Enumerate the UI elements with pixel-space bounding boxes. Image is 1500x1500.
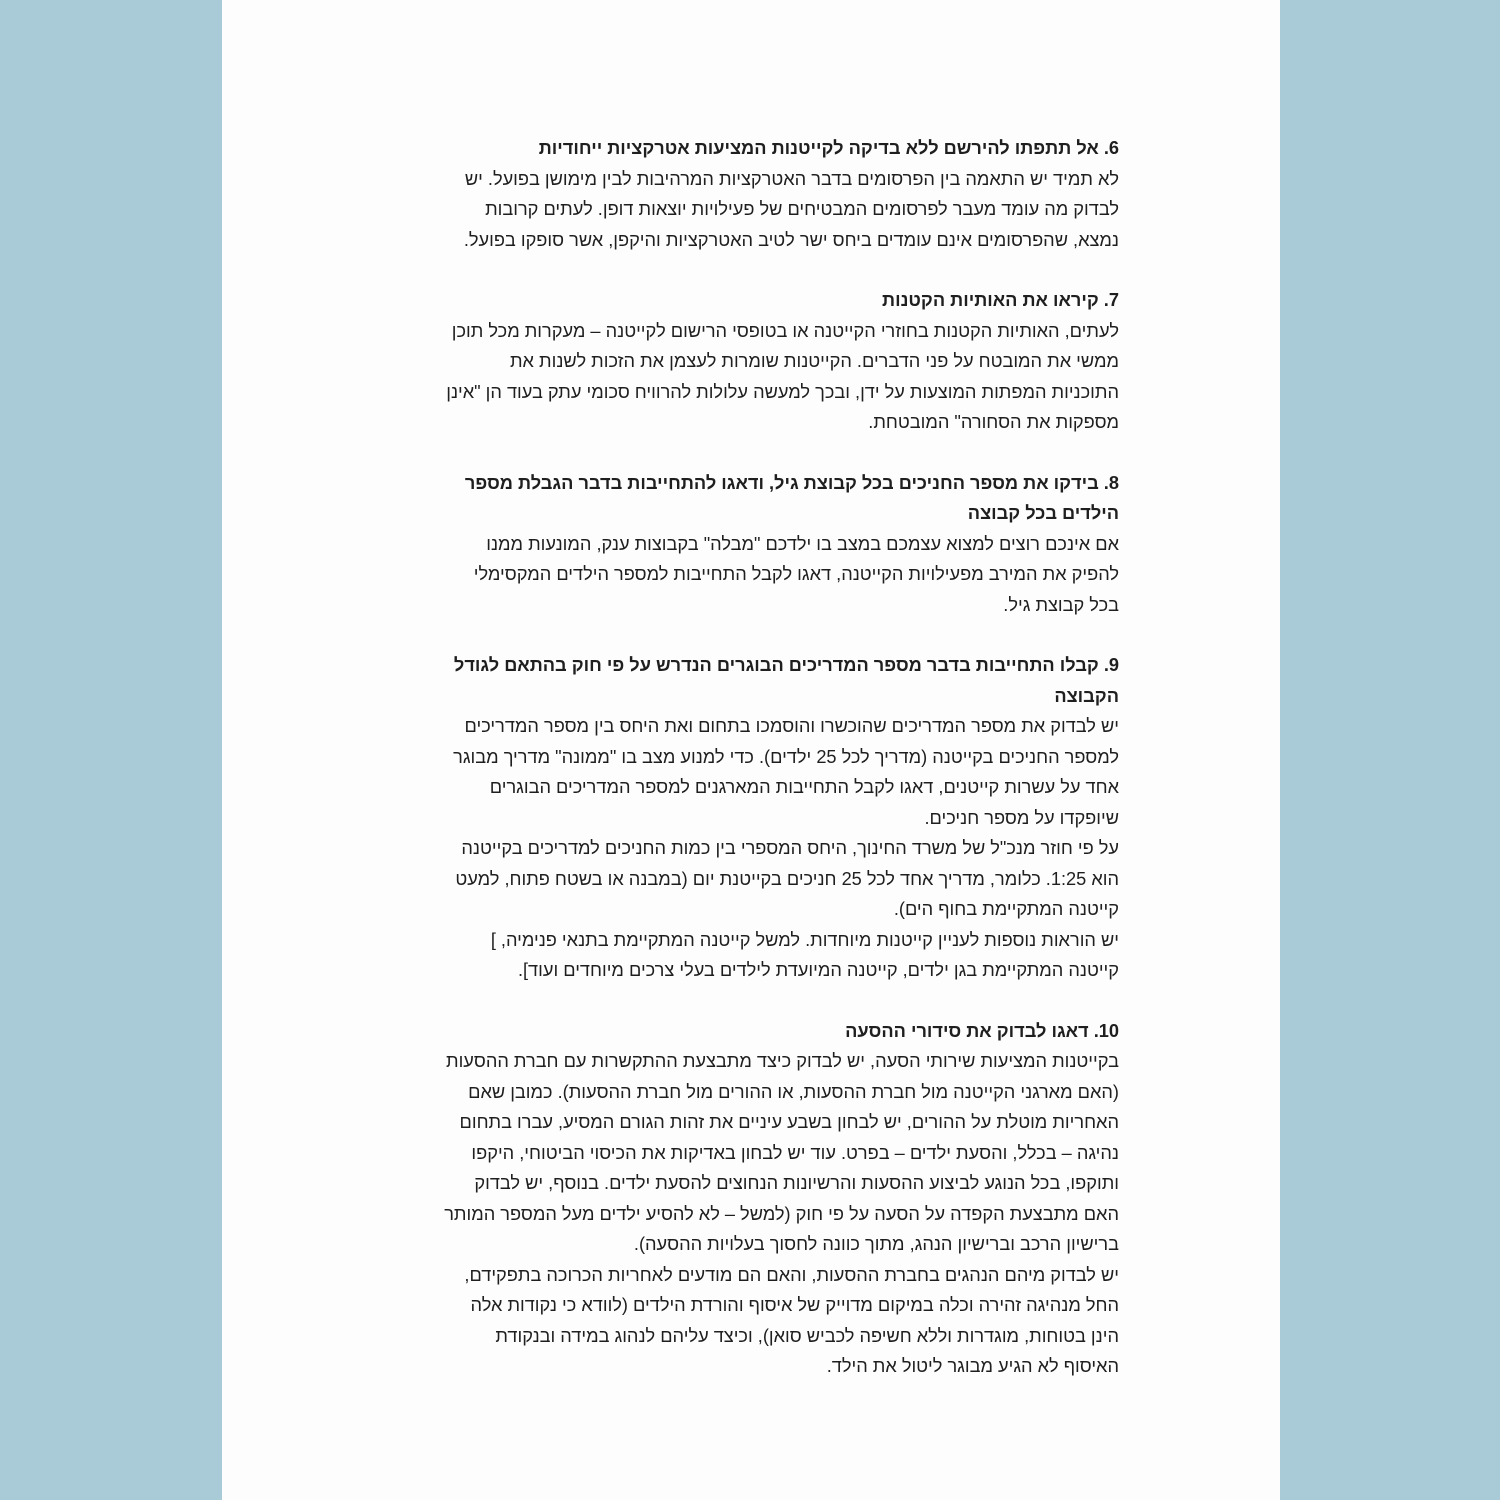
- section-heading: הילדים בכל קבוצה: [967, 503, 1119, 523]
- body-line: הינן בטוחות, מוגדרות וללא חשיפה לכביש סואן), וכיצד עליהם לנהוג במידה ובנקודת: [495, 1325, 1119, 1346]
- section-heading: הקבוצה: [1054, 685, 1119, 706]
- section: [222, 468, 1119, 621]
- body-line: לא תמיד יש התאמה בין הפרסומים בדבר האטרקציות המרהיבות לבין מימושן בפועל. יש: [464, 168, 1119, 189]
- body-line: (האם מארגני הקייטנה מול חברת ההסעות, או ההורים מול חברת ההסעות). כמובן שאם: [468, 1081, 1119, 1102]
- document-page: [222, 0, 1280, 1500]
- body-line: קייטנה המתקיימת בחוף הים).: [893, 899, 1119, 919]
- body-line: הוא 1:25. כלומר, מדריך אחד לכל 25 חניכים בקייטנת יום (במבנה או בשטח פתוח, למעט: [455, 868, 1119, 889]
- body-line: התוכניות המפתות המוצעות על ידן, ובכך למעשה עלולות להרוויח סכומי עתק בעוד הן "אינן: [446, 381, 1119, 402]
- section: [222, 650, 1119, 986]
- section-gap: [222, 620, 1119, 650]
- body-line: האיסוף לא הגיע מבוגר ליטול את הילד.: [826, 1356, 1119, 1376]
- section-gap: [222, 438, 1119, 468]
- body-line: יש לבדוק את מספר המדריכים שהוכשרו והוסמכו בתחום ואת היחס בין מספר המדריכים: [464, 716, 1119, 736]
- section-heading: 6. אל תתפתו להירשם ללא בדיקה לקייטנות המציעות אטרקציות ייחודיות: [538, 138, 1119, 158]
- section-gap: [222, 986, 1119, 1016]
- section-heading: 9. קבלו התחייבות בדבר מספר המדריכים הבוגרים הנדרש על פי חוק בהתאם לגודל: [453, 655, 1119, 675]
- body-line: ותוקפו, בכל הנוגע לביצוע ההסעות והרשיונות הנחוצים להסעת ילדים. בנוסף, יש לבדוק: [474, 1173, 1119, 1193]
- body-line: למספר החניכים בקייטנה (מדריך לכל 25 ילדים). כדי למנוע מצב בו "ממונה" מדריך מבוגר: [453, 746, 1119, 767]
- body-line: לעתים, האותיות הקטנות בחוזרי הקייטנה או בטופסי הרישום לקייטנה – מעקרות מכל תוכן: [451, 320, 1119, 341]
- document-content: [222, 133, 1119, 1382]
- body-line: שיופקדו על מספר חניכים.: [924, 807, 1119, 828]
- body-line: לבדוק מה עומד מעבר לפרסומים המבטיחים של פעילויות יוצאות דופן. לעתים קרובות: [485, 199, 1119, 219]
- body-line: בקייטנות המציעות שירותי הסעה, יש לבדוק כיצד מתבצעת ההתקשרות עם חברת ההסעות: [446, 1051, 1119, 1071]
- section-heading: 7. קיראו את האותיות הקטנות: [882, 290, 1119, 310]
- body-line: יש לבדוק מיהם הנהגים בחברת ההסעות, והאם הם מודעים לאחריות הכרוכה בתפקידם,: [464, 1264, 1119, 1285]
- body-line: אחד על עשרות קייטנים, דאגו לקבל התחייבות המארגנים למספר המדריכים הבוגרים: [489, 777, 1119, 797]
- body-line: מספקות את הסחורה" המובטחת.: [868, 412, 1119, 432]
- body-line: להפיק את המירב מפעילויות הקייטנה, דאגו לקבל התחייבות למספר הילדים המקסימלי: [473, 564, 1119, 584]
- body-line: האם מתבצעת הקפדה על הסעה על פי חוק (למשל – לא להסיע ילדים מעל המספר המותר: [444, 1203, 1119, 1224]
- body-line: נהיגה – בכלל, והסעת ילדים – בפרט. עוד יש לבחון באדיקות את הכיסוי הביטוחי, היקפו: [471, 1142, 1119, 1163]
- body-line: החל מנהיגה זהירה וכלה במיקום מדוייק של איסוף והורדת הילדים (לוודא כי נקודות אלה: [470, 1295, 1119, 1315]
- section: [222, 1016, 1119, 1382]
- body-line: אם אינכם רוצים למצוא עצמכם במצב בו ילדכם "מבלה" בקבוצות ענק, המונעות ממנו: [486, 533, 1119, 554]
- section: [222, 285, 1119, 438]
- body-line: בכל קבוצת גיל.: [1003, 594, 1119, 615]
- body-line: נמצא, שהפרסומים אינם עומדים ביחס ישר לטיב האטרקציות והיקפן, אשר סופקו בפועל.: [463, 229, 1119, 250]
- section-heading: 8. בידקו את מספר החניכים בכל קבוצת גיל, ודאגו להתחייבות בדבר הגבלת מספר: [464, 472, 1119, 493]
- section-gap: [222, 255, 1119, 285]
- body-line: קייטנה המתקיימת בגן ילדים, קייטנה המיועדת לילדים בעלי צרכים מיוחדים ועוד].: [517, 960, 1119, 980]
- body-line: ממשי את המובטח על פני הדברים. הקייטנות שומרות לעצמן את הזכות לשנות את: [509, 351, 1119, 371]
- section-heading: 10. דאגו לבדוק את סידורי ההסעה: [845, 1020, 1119, 1041]
- body-line: האחריות מוטלת על ההורים, יש לבחון בשבע עיניים את זהות הגורם המסיע, עברו בתחום: [459, 1112, 1119, 1132]
- section: [222, 133, 1119, 255]
- body-line: יש הוראות נוספות לעניין קייטנות מיוחדות. למשל קייטנה המתקיימת בתנאי פנימיה, ]: [490, 929, 1119, 950]
- body-line: על פי חוזר מנכ"ל של משרד החינוך, היחס המספרי בין כמות החניכים למדריכים בקייטנה: [461, 838, 1119, 858]
- body-line: ברישיון הרכב וברישיון הנהג, מתוך כוונה לחסוך בעלויות ההסעה).: [633, 1234, 1119, 1254]
